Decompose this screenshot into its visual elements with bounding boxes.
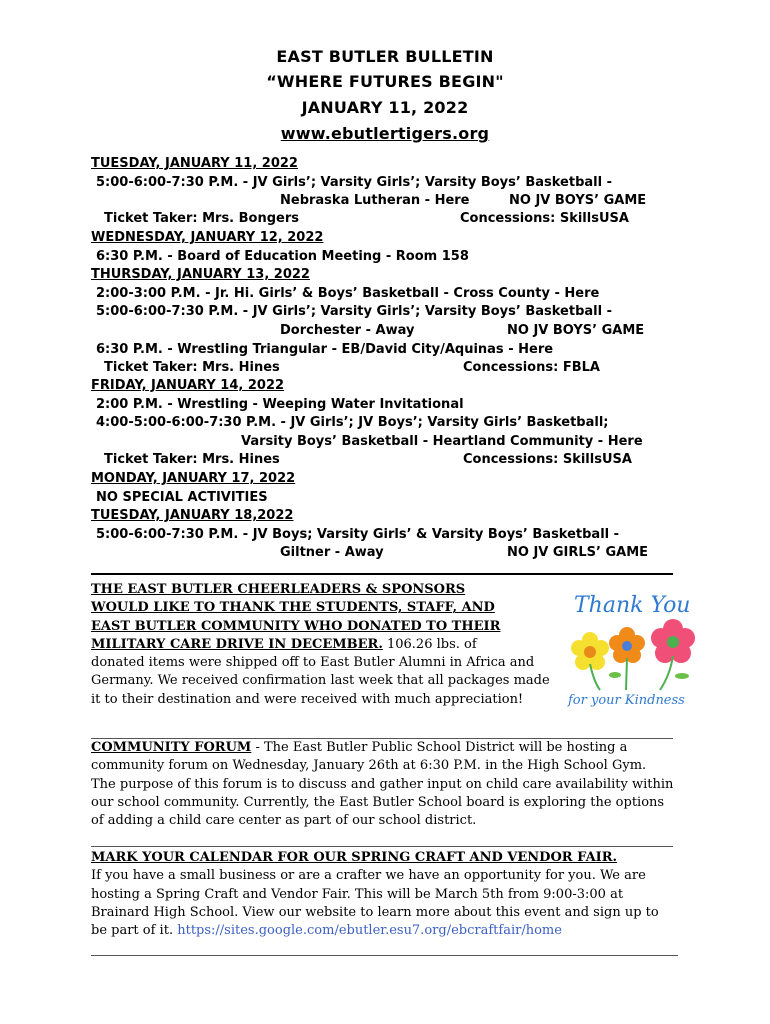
cheer-body-line: Germany. We received confirmation last week that all packages made [91, 673, 550, 689]
event-opponent: Varsity Boys’ Basketball - Heartland Community - Here [241, 434, 643, 449]
cheer-heading-line: MILITARY CARE DRIVE IN DECEMBER. [91, 636, 383, 652]
craft-line: Brainard High School. View our website to learn more about this event and sign up to [91, 904, 659, 920]
craft-line: If you have a small business or are a crafter we have an opportunity for you. We are [91, 868, 646, 884]
bulletin-date: JANUARY 11, 2022 [301, 98, 469, 117]
concessions: Concessions: FBLA [463, 360, 600, 375]
ticket-taker: Ticket Taker: Mrs. Bongers [104, 211, 300, 226]
craft-fair-link[interactable]: https://sites.google.com/ebutler.esu7.org/ebcraftfair/home [177, 923, 562, 939]
cheer-body-line: it to their destination and were received with much appreciation! [91, 691, 524, 707]
event-opponent: Dorchester - Away [280, 323, 415, 338]
thank-you-text: Thank You [574, 593, 691, 618]
section-divider [91, 955, 678, 956]
event-line: 5:00-6:00-7:30 P.M. - JV Boys; Varsity Girls’ & Varsity Boys’ Basketball - [96, 527, 620, 542]
craft-title: MARK YOUR CALENDAR FOR OUR SPRING CRAFT AND VENDOR FAIR. [91, 850, 618, 865]
event-opponent: Nebraska Lutheran - Here [280, 193, 470, 208]
cheer-body-line: donated items were shipped off to East Butler Alumni in Africa and [91, 655, 535, 671]
orange-flower-icon [609, 627, 645, 663]
event-line: 5:00-6:00-7:30 P.M. - JV Girls’; Varsity Girls’; Varsity Boys’ Basketball - [96, 175, 612, 190]
website-link[interactable]: www.ebutlertigers.org [280, 124, 490, 143]
event-line: 6:30 P.M. - Wrestling Triangular - EB/David City/Aquinas - Here [96, 342, 554, 357]
event-line: 4:00-5:00-6:00-7:30 P.M. - JV Girls’; JV Boys’; Varsity Girls’ Basketball; [96, 415, 609, 430]
day-heading: FRIDAY, JANUARY 14, 2022 [91, 378, 285, 393]
bulletin-motto: “WHERE FUTURES BEGIN" [266, 72, 504, 91]
forum-line: of adding a child care center as part of our school district. [91, 813, 477, 829]
event-line: 2:00-3:00 P.M. - Jr. Hi. Girls’ & Boys’ Basketball - Cross County - Here [96, 286, 600, 301]
flowers-illustration [560, 590, 710, 715]
forum-line: community forum on Wednesday, January 26th at 6:30 P.M. in the High School Gym. [91, 758, 647, 774]
section-divider [91, 573, 673, 575]
cheer-heading-line: WOULD LIKE TO THANK THE STUDENTS, STAFF, AND [91, 600, 495, 616]
craft-line: hosting a Spring Craft and Vendor Fair. This will be March 5th from 9:00-3:00 at [91, 886, 624, 902]
concessions: Concessions: SkillsUSA [460, 211, 629, 226]
forum-line: The purpose of this forum is to discuss and gather input on child care availability within [91, 776, 674, 792]
event-line: 5:00-6:00-7:30 P.M. - JV Girls’; Varsity Girls’; Varsity Boys’ Basketball - [96, 304, 612, 319]
section-divider [91, 846, 673, 847]
bulletin-title: EAST BUTLER BULLETIN [276, 47, 494, 66]
event-line: 6:30 P.M. - Board of Education Meeting - Room 158 [96, 249, 469, 264]
event-note: NO JV BOYS’ GAME [507, 323, 645, 338]
kindness-text: for your Kindness [568, 693, 685, 708]
cheer-heading-line: EAST BUTLER COMMUNITY WHO DONATED TO THEIR [91, 618, 501, 634]
craft-fair [91, 849, 691, 940]
day-heading: THURSDAY, JANUARY 13, 2022 [91, 267, 310, 282]
event-note: NO JV BOYS’ GAME [509, 193, 647, 208]
ticket-taker: Ticket Taker: Mrs. Hines [104, 452, 280, 467]
forum-line: - The East Butler Public School District will be hosting a [251, 740, 628, 755]
concessions: Concessions: SkillsUSA [463, 452, 632, 467]
craft-line: be part of it. [91, 923, 178, 939]
thank-you-image [560, 590, 710, 715]
event-opponent: Giltner - Away [280, 545, 384, 560]
forum-title: COMMUNITY FORUM [91, 740, 252, 755]
cheer-weight: 106.26 lbs. of [382, 636, 477, 652]
cheer-heading-line: THE EAST BUTLER CHEERLEADERS & SPONSORS [91, 582, 466, 597]
day-heading: TUESDAY, JANUARY 11, 2022 [91, 156, 298, 171]
day-heading: MONDAY, JANUARY 17, 2022 [91, 471, 296, 486]
ticket-taker: Ticket Taker: Mrs. Hines [104, 360, 280, 375]
day-heading: TUESDAY, JANUARY 18,2022 [91, 508, 294, 523]
community-forum [91, 739, 691, 830]
cheer-announcement [91, 581, 561, 709]
event-note: NO JV GIRLS’ GAME [507, 545, 649, 560]
forum-line: our school community. Currently, the East Butler School board is exploring the options [91, 794, 665, 810]
event-line: NO SPECIAL ACTIVITIES [96, 490, 268, 505]
event-line: 2:00 P.M. - Wrestling - Weeping Water Invitational [96, 397, 464, 412]
day-heading: WEDNESDAY, JANUARY 12, 2022 [91, 230, 324, 245]
